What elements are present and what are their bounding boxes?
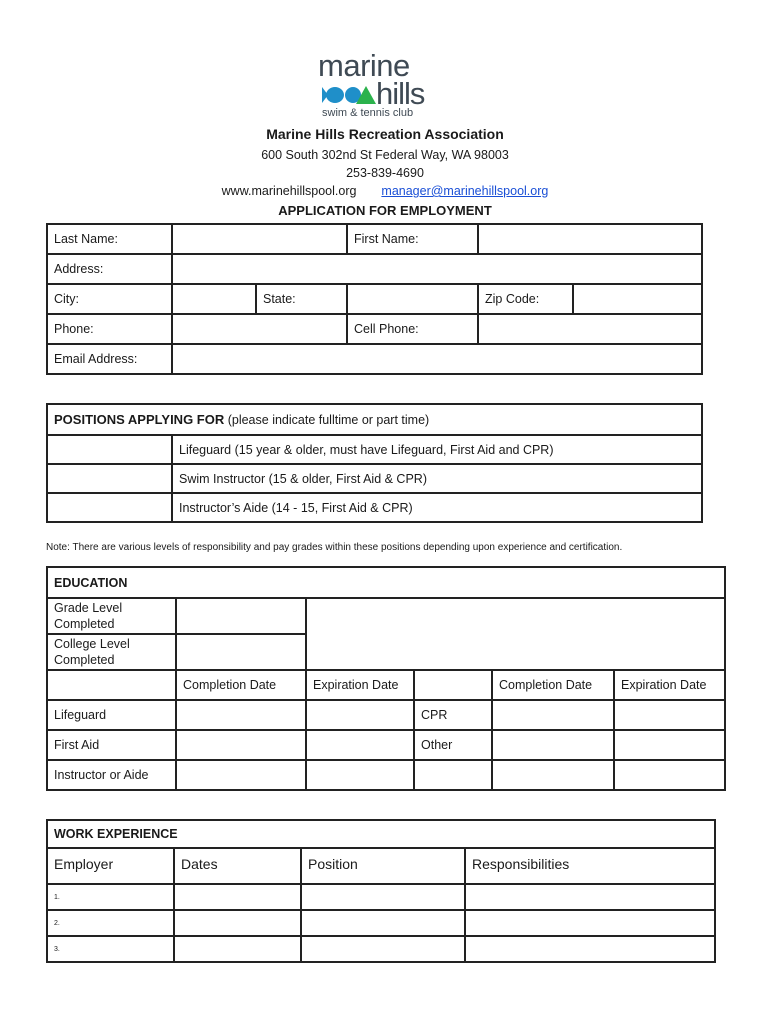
first-name-label: First Name: <box>347 224 478 254</box>
grade-level-label: Grade Level Completed <box>47 598 176 634</box>
email-field[interactable] <box>172 344 702 374</box>
work-row-1-position[interactable] <box>301 884 465 910</box>
last-name-label: Last Name: <box>47 224 172 254</box>
work-col-employer: Employer <box>47 848 174 884</box>
lifeguard-completion-field[interactable] <box>176 700 306 730</box>
phone-field[interactable] <box>172 314 347 344</box>
work-row-1-employer[interactable]: 1. <box>47 884 174 910</box>
education-table <box>46 566 726 791</box>
cert-blank-1[interactable] <box>414 760 492 790</box>
instructor-aide-completion-field[interactable] <box>176 760 306 790</box>
org-website[interactable]: www.marinehillspool.org <box>221 184 357 198</box>
education-heading: EDUCATION <box>47 567 725 598</box>
completion-date-header-2: Completion Date <box>492 670 614 700</box>
work-col-responsibilities: Responsibilities <box>465 848 715 884</box>
cert-blank-2[interactable] <box>492 760 614 790</box>
first-aid-cert-label: First Aid <box>47 730 176 760</box>
other-completion-field[interactable] <box>492 730 614 760</box>
cert-corner-2 <box>414 670 492 700</box>
form-title: APPLICATION FOR EMPLOYMENT <box>278 203 492 218</box>
expiration-date-header-1: Expiration Date <box>306 670 414 700</box>
instructor-aide-expiration-field[interactable] <box>306 760 414 790</box>
contact-table <box>46 223 703 375</box>
work-row-2-position[interactable] <box>301 910 465 936</box>
college-level-field[interactable] <box>176 634 306 670</box>
logo-word-hills: hills <box>376 76 425 111</box>
cert-corner <box>47 670 176 700</box>
work-heading: WORK EXPERIENCE <box>47 820 715 848</box>
work-row-3-position[interactable] <box>301 936 465 962</box>
address-field[interactable] <box>172 254 702 284</box>
position-swim-instructor-label: Swim Instructor (15 & older, First Aid & CPR) <box>172 464 702 493</box>
work-col-dates: Dates <box>174 848 301 884</box>
grade-level-field[interactable] <box>176 598 306 634</box>
position-lifeguard-choice[interactable] <box>47 435 172 464</box>
lifeguard-cert-label: Lifeguard <box>47 700 176 730</box>
positions-heading-cell <box>47 404 702 435</box>
logo-icons <box>320 82 380 108</box>
work-row-3-dates[interactable] <box>174 936 301 962</box>
position-instructor-aide-choice[interactable] <box>47 493 172 522</box>
address-label: Address: <box>47 254 172 284</box>
org-web-row <box>0 184 770 198</box>
zip-field[interactable] <box>573 284 702 314</box>
cert-blank-3[interactable] <box>614 760 725 790</box>
positions-note: Note: There are various levels of responsibility and pay grades within these positions depending upon experience and certification. <box>46 542 623 553</box>
last-name-field[interactable] <box>172 224 347 254</box>
cpr-cert-label: CPR <box>414 700 492 730</box>
email-label: Email Address: <box>47 344 172 374</box>
work-row-1-responsibilities[interactable] <box>465 884 715 910</box>
state-field[interactable] <box>347 284 478 314</box>
position-swim-instructor-choice[interactable] <box>47 464 172 493</box>
org-phone: 253-839-4690 <box>346 166 424 180</box>
org-address: 600 South 302nd St Federal Way, WA 98003 <box>261 148 509 162</box>
work-row-2-employer[interactable]: 2. <box>47 910 174 936</box>
org-name: Marine Hills Recreation Association <box>266 126 504 142</box>
other-cert-label: Other <box>414 730 492 760</box>
cell-phone-field[interactable] <box>478 314 702 344</box>
work-row-1-dates[interactable] <box>174 884 301 910</box>
positions-table <box>46 403 703 523</box>
positions-heading: POSITIONS APPLYING FOR <box>54 412 225 427</box>
zip-label: Zip Code: <box>478 284 573 314</box>
phone-label: Phone: <box>47 314 172 344</box>
work-col-position: Position <box>301 848 465 884</box>
club-logo <box>316 48 436 122</box>
work-row-3-responsibilities[interactable] <box>465 936 715 962</box>
cell-phone-label: Cell Phone: <box>347 314 478 344</box>
city-field[interactable] <box>172 284 256 314</box>
work-row-2-dates[interactable] <box>174 910 301 936</box>
position-lifeguard-label: Lifeguard (15 year & older, must have Lifeguard, First Aid and CPR) <box>172 435 702 464</box>
position-instructor-aide-label: Instructor’s Aide (14 - 15, First Aid & CPR) <box>172 493 702 522</box>
cpr-completion-field[interactable] <box>492 700 614 730</box>
cpr-expiration-field[interactable] <box>614 700 725 730</box>
instructor-aide-cert-label: Instructor or Aide <box>47 760 176 790</box>
logo-tagline: swim & tennis club <box>322 107 414 119</box>
first-aid-completion-field[interactable] <box>176 730 306 760</box>
org-email-link[interactable]: manager@marinehillspool.org <box>381 184 549 198</box>
first-name-field[interactable] <box>478 224 702 254</box>
first-aid-expiration-field[interactable] <box>306 730 414 760</box>
college-level-label: College Level Completed <box>47 634 176 670</box>
positions-heading-note: (please indicate fulltime or part time) <box>227 413 430 427</box>
logo-word-marine: marine <box>318 48 410 83</box>
completion-date-header-1: Completion Date <box>176 670 306 700</box>
work-row-2-responsibilities[interactable] <box>465 910 715 936</box>
work-experience-table <box>46 819 716 963</box>
education-blank <box>306 598 725 670</box>
expiration-date-header-2: Expiration Date <box>614 670 725 700</box>
state-label: State: <box>256 284 347 314</box>
city-label: City: <box>47 284 172 314</box>
other-expiration-field[interactable] <box>614 730 725 760</box>
work-row-3-employer[interactable]: 3. <box>47 936 174 962</box>
lifeguard-expiration-field[interactable] <box>306 700 414 730</box>
